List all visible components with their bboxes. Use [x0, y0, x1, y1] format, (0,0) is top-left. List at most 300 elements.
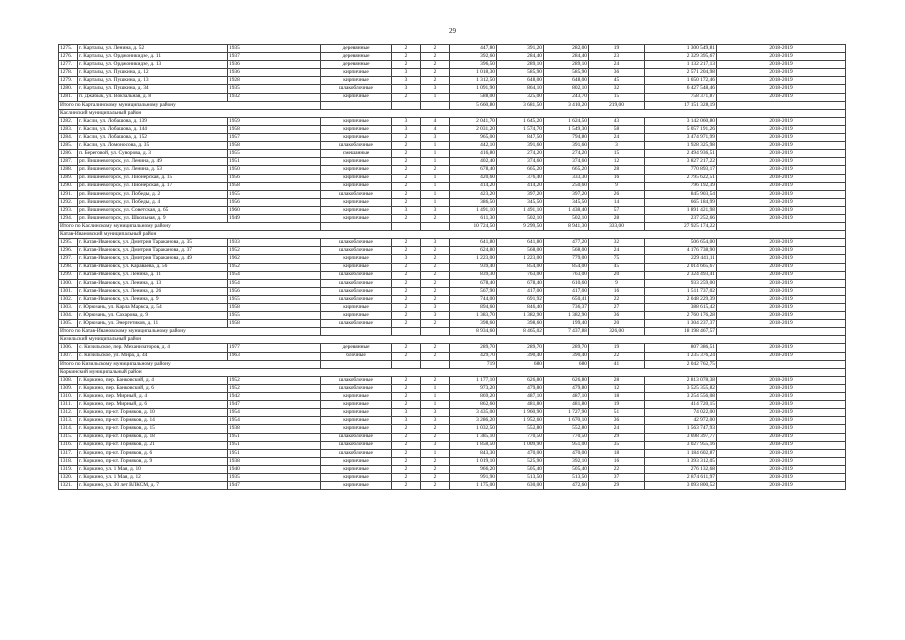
table-cell: 1938	[228, 457, 321, 465]
table-cell: 18	[589, 449, 645, 457]
table-cell: 3 027 955,16	[645, 441, 717, 449]
table-cell: 1938	[228, 425, 321, 433]
table-cell: 1937	[228, 53, 321, 61]
table-cell: 447,80	[450, 45, 497, 53]
table-row	[59, 271, 846, 279]
table-row	[59, 61, 846, 69]
table-cell: 1 009,90	[497, 441, 544, 449]
table-cell: 1	[421, 150, 450, 158]
table-cell: 2 571 204,98	[645, 69, 717, 77]
table-cell: 1292.	[59, 198, 78, 206]
table-cell: г. Карталы, ул. Орджоникидзе, д. 11	[78, 53, 228, 61]
table-cell: 289,70	[497, 344, 544, 352]
table-row	[59, 45, 846, 53]
table-cell: г. Коркино, пер. Банковский, д. 6	[78, 384, 228, 392]
table-cell: 2018-2019	[717, 125, 846, 133]
table-cell: 22	[589, 352, 645, 360]
table-cell: 2018-2019	[717, 433, 846, 441]
table-cell: 568,00	[544, 247, 589, 255]
table-cell: 3	[421, 417, 450, 425]
table-cell: 237 252,66	[645, 214, 717, 222]
table-row	[59, 295, 846, 303]
empty-cell	[392, 101, 421, 109]
table-cell: 2018-2019	[717, 117, 846, 125]
table-cell: 1282.	[59, 117, 78, 125]
table-cell: г. Коркино, пр-кт. Горняков, д. 14	[78, 417, 228, 425]
table-cell: 2	[392, 320, 421, 328]
table-cell: 552,80	[497, 425, 544, 433]
total-cell: 8 465,02	[497, 328, 544, 336]
table-cell: 3 093 800,52	[645, 482, 717, 490]
table-cell: 2	[421, 271, 450, 279]
table-cell: 2	[421, 45, 450, 53]
table-cell: 2018-2019	[717, 214, 846, 222]
district-total-row	[59, 101, 846, 109]
table-cell: 22	[589, 295, 645, 303]
table-cell: 1284.	[59, 134, 78, 142]
table-cell: 1 383,70	[450, 312, 497, 320]
table-cell: 18	[589, 393, 645, 401]
table-row	[59, 482, 846, 490]
empty-cell	[321, 360, 392, 368]
table-cell: 1 858,50	[450, 441, 497, 449]
table-cell: 1936	[228, 69, 321, 77]
table-cell: 2	[392, 239, 421, 247]
table-row	[59, 93, 846, 101]
table-cell: 1 019,10	[450, 457, 497, 465]
table-cell: 1303.	[59, 304, 78, 312]
table-cell: 2	[421, 77, 450, 85]
table-cell: 894,60	[450, 304, 497, 312]
table-cell: 2	[392, 457, 421, 465]
table-cell: 2 795 622,51	[645, 174, 717, 182]
table-cell: 2018-2019	[717, 320, 846, 328]
table-cell: 506 654,00	[645, 239, 717, 247]
table-cell: 3	[421, 239, 450, 247]
table-cell: 2018-2019	[717, 304, 846, 312]
total-label: Итого по Кизильскому муниципальному району	[59, 360, 321, 368]
table-cell: 2 813 078,38	[645, 376, 717, 384]
table-cell: 1279.	[59, 77, 78, 85]
table-cell: 16	[589, 174, 645, 182]
table-cell: 282,00	[544, 45, 589, 53]
table-cell: 1299.	[59, 271, 78, 279]
table-cell: 585,90	[497, 69, 544, 77]
table-cell: 345,50	[544, 198, 589, 206]
table-cell: 487,10	[544, 393, 589, 401]
table-cell: шлакоблочные	[321, 190, 392, 198]
table-cell: 2	[392, 158, 421, 166]
table-cell: 2	[421, 352, 450, 360]
table-cell: 2	[392, 304, 421, 312]
table-cell: 1	[421, 182, 450, 190]
table-row	[59, 190, 846, 198]
table-cell: 1 175,00	[450, 482, 497, 490]
table-cell: 2018-2019	[717, 45, 846, 53]
table-cell: 3	[589, 142, 645, 150]
table-cell: 42 972,00	[645, 417, 717, 425]
table-cell: 374,60	[497, 158, 544, 166]
table-cell: 796 192,39	[645, 182, 717, 190]
table-cell: 611,30	[450, 214, 497, 222]
table-cell: 416,80	[450, 150, 497, 158]
table-cell: 2	[421, 69, 450, 77]
total-cell: 680	[497, 360, 544, 368]
table-cell: 1 312,50	[450, 77, 497, 85]
table-cell: 1951	[228, 158, 321, 166]
table-cell: 1954	[228, 409, 321, 417]
table-cell: 19	[589, 45, 645, 53]
total-cell: 18 198 467,57	[645, 328, 717, 336]
total-cell: 8 934,60	[450, 328, 497, 336]
table-cell: 2	[392, 352, 421, 360]
table-cell: 869,20	[450, 393, 497, 401]
table-cell: 2018-2019	[717, 182, 846, 190]
empty-cell	[421, 328, 450, 336]
table-cell: 843,30	[450, 449, 497, 457]
table-cell: 1313.	[59, 417, 78, 425]
table-cell: 648,00	[497, 77, 544, 85]
table-cell: 429,70	[450, 352, 497, 360]
table-cell: 284,40	[497, 53, 544, 61]
table-cell: 1 304 237,37	[645, 320, 717, 328]
table-cell: 3 254 556,08	[645, 393, 717, 401]
total-cell: 3 681,50	[497, 101, 544, 109]
district-header-row	[59, 368, 846, 376]
total-cell: 27 925 174,22	[645, 223, 717, 231]
table-cell: 2018-2019	[717, 279, 846, 287]
table-cell: смешанные	[321, 150, 392, 158]
table-cell: шлакоблочные	[321, 441, 392, 449]
table-cell: 1956	[228, 198, 321, 206]
table-cell: 1	[421, 401, 450, 409]
table-cell: шлакоблочные	[321, 376, 392, 384]
table-cell: 1 132 217,13	[645, 61, 717, 69]
table-cell: 1321.	[59, 482, 78, 490]
table-cell: кирпичные	[321, 473, 392, 481]
table-cell: 2	[421, 279, 450, 287]
table-cell: 1960	[228, 206, 321, 214]
table-cell: 3	[392, 409, 421, 417]
district-name: Каслинский муниципальный район	[59, 109, 846, 117]
table-cell: 479,80	[544, 384, 589, 392]
table-cell: 1309.	[59, 384, 78, 392]
empty-cell	[421, 360, 450, 368]
table-cell: 1942	[228, 393, 321, 401]
table-cell: 1 382,90	[497, 312, 544, 320]
table-cell: 374,60	[544, 158, 589, 166]
table-cell: 846,40	[497, 304, 544, 312]
table-cell: рп. Вишневогорск, ул. Пионерская, д. 15	[78, 174, 228, 182]
table-cell: кирпичные	[321, 206, 392, 214]
table-cell: 610,60	[544, 279, 589, 287]
district-header-row	[59, 231, 846, 239]
table-cell: кирпичные	[321, 214, 392, 222]
table-cell: 1952	[228, 263, 321, 271]
table-cell: 390,40	[497, 352, 544, 360]
table-cell: 2	[421, 166, 450, 174]
table-cell: 1286.	[59, 150, 78, 158]
total-cell: 7 437,88	[544, 328, 589, 336]
table-cell: 770 893,17	[645, 166, 717, 174]
table-cell: шлакоблочные	[321, 247, 392, 255]
table-cell: 1308.	[59, 376, 78, 384]
table-cell: 505,40	[544, 465, 589, 473]
table-cell: г. Коркино, пер. Мирный, д. 4	[78, 393, 228, 401]
table-cell: 1 727,90	[544, 409, 589, 417]
table-cell: 513,50	[497, 473, 544, 481]
table-cell: 2018-2019	[717, 93, 846, 101]
table-cell: 1958	[228, 125, 321, 133]
table-cell: 481,80	[544, 401, 589, 409]
table-cell: 396,50	[450, 61, 497, 69]
table-cell: шлакоблочные	[321, 433, 392, 441]
table-cell: 2018-2019	[717, 401, 846, 409]
table-cell: 2018-2019	[717, 449, 846, 457]
table-row	[59, 214, 846, 222]
table-cell: 1 385,10	[450, 433, 497, 441]
table-cell: 2	[392, 482, 421, 490]
table-cell: 1285.	[59, 142, 78, 150]
table-cell: кирпичные	[321, 255, 392, 263]
table-cell: 19	[589, 344, 645, 352]
table-cell: блочные	[321, 352, 392, 360]
table-cell: рп. Вишневогорск, ул. Ленина, д. 49	[78, 158, 228, 166]
table-cell: 2018-2019	[717, 77, 846, 85]
table-cell: 15	[589, 150, 645, 158]
total-cell: 680	[544, 360, 589, 368]
table-cell: 414,20	[497, 182, 544, 190]
table-cell: 2	[392, 465, 421, 473]
table-cell: 641,80	[450, 239, 497, 247]
table-cell: 502,10	[497, 214, 544, 222]
table-cell: рп. Вишневогорск, ул. Победы, д. 4	[78, 198, 228, 206]
table-cell: 12	[589, 158, 645, 166]
table-cell: 19	[589, 401, 645, 409]
table-cell: 2	[392, 344, 421, 352]
table-cell: 1955	[228, 312, 321, 320]
table-cell: 420,60	[450, 174, 497, 182]
table-cell: 933 259,00	[645, 279, 717, 287]
table-cell: 3	[421, 134, 450, 142]
table-cell: шлакоблочные	[321, 142, 392, 150]
table-cell: 479,80	[497, 384, 544, 392]
empty-cell	[717, 101, 846, 109]
table-cell: 3	[392, 77, 421, 85]
table-cell: 1311.	[59, 401, 78, 409]
table-cell: 5 057 191,26	[645, 125, 717, 133]
table-cell: кирпичные	[321, 263, 392, 271]
table-cell: с. Кизильское, пер. Механизаторов, д. 4	[78, 344, 228, 352]
table-cell: 1958	[228, 142, 321, 150]
table-cell: 1	[421, 93, 450, 101]
table-cell: 3	[392, 125, 421, 133]
table-cell: 1955	[228, 190, 321, 198]
table-cell: 1955	[228, 295, 321, 303]
table-cell: 2018-2019	[717, 295, 846, 303]
table-cell: 1320.	[59, 473, 78, 481]
table-cell: 1 670,10	[544, 417, 589, 425]
table-row	[59, 409, 846, 417]
table-cell: 1296.	[59, 247, 78, 255]
table-cell: 1959	[228, 117, 321, 125]
table-row	[59, 198, 846, 206]
table-cell: 864,10	[497, 85, 544, 93]
table-cell: 376,40	[497, 174, 544, 182]
table-cell: 839,30	[450, 271, 497, 279]
table-cell: 2 014 665,67	[645, 263, 717, 271]
table-cell: 1304.	[59, 312, 78, 320]
table-cell: 2018-2019	[717, 158, 846, 166]
table-cell: 1 624,50	[544, 117, 589, 125]
table-cell: шлакоблочные	[321, 85, 392, 93]
table-cell: 36	[589, 417, 645, 425]
table-cell: кирпичные	[321, 77, 392, 85]
district-name: Катав-Ивановский муниципальный район	[59, 231, 846, 239]
table-cell: 1 549,30	[544, 125, 589, 133]
total-cell: 41	[589, 360, 645, 368]
table-cell: 2 324 493,41	[645, 271, 717, 279]
table-cell: 736,37	[544, 304, 589, 312]
table-cell: 1	[421, 142, 450, 150]
table-cell: 2	[392, 190, 421, 198]
table-cell: 29	[589, 482, 645, 490]
table-cell: 1951	[228, 433, 321, 441]
table-cell: 744,00	[450, 295, 497, 303]
table-cell: 2018-2019	[717, 287, 846, 295]
table-cell: кирпичные	[321, 304, 392, 312]
table-cell: 568,00	[497, 247, 544, 255]
table-cell: 626,80	[497, 376, 544, 384]
table-cell: 2	[421, 214, 450, 222]
table-cell: рп. Вишневогорск, ул. Советская, д. 65	[78, 206, 228, 214]
table-cell: 1316.	[59, 441, 78, 449]
table-cell: 1	[421, 174, 450, 182]
table-cell: 2	[392, 263, 421, 271]
table-cell: 24	[589, 134, 645, 142]
table-cell: 414 720,15	[645, 401, 717, 409]
table-cell: 1954	[228, 417, 321, 425]
table-cell: 1	[421, 384, 450, 392]
table-cell: 1 382,90	[544, 312, 589, 320]
table-cell: 2	[421, 61, 450, 69]
table-cell: 2	[421, 247, 450, 255]
table-cell: 1935	[228, 45, 321, 53]
table-cell: шлакоблочные	[321, 384, 392, 392]
table-cell: 991,90	[450, 473, 497, 481]
table-cell: 1977	[228, 344, 321, 352]
table-cell: 1947	[228, 482, 321, 490]
table-row	[59, 255, 846, 263]
table-row	[59, 182, 846, 190]
table-cell: 678,40	[497, 279, 544, 287]
table-cell: 423,20	[450, 190, 497, 198]
table-cell: 2	[392, 134, 421, 142]
table-cell: 2018-2019	[717, 457, 846, 465]
table-cell: 1958	[228, 182, 321, 190]
table-cell: 2	[421, 433, 450, 441]
table-cell: г. Катав-Ивановск, ул. Дмитрия Тараканова, д. 35	[78, 239, 228, 247]
empty-cell	[392, 360, 421, 368]
table-cell: 973,20	[450, 384, 497, 392]
table-cell: 1300.	[59, 279, 78, 287]
table-cell: 1951	[228, 441, 321, 449]
table-cell: кирпичные	[321, 417, 392, 425]
table-row	[59, 465, 846, 473]
table-cell: 2	[421, 457, 450, 465]
table-cell: 58	[589, 125, 645, 133]
table-cell: 2	[421, 473, 450, 481]
table-cell: 1957	[228, 134, 321, 142]
table-cell: 758 371,87	[645, 93, 717, 101]
table-cell: 2018-2019	[717, 376, 846, 384]
table-cell: 2018-2019	[717, 393, 846, 401]
table-cell: 2018-2019	[717, 441, 846, 449]
table-cell: 2018-2019	[717, 190, 846, 198]
table-cell: кирпичные	[321, 457, 392, 465]
table-cell: 1306.	[59, 344, 78, 352]
table-cell: шлакоблочные	[321, 279, 392, 287]
table-cell: 2	[392, 174, 421, 182]
table-cell: кирпичные	[321, 158, 392, 166]
table-cell: 3	[392, 69, 421, 77]
table-cell: 624,80	[450, 247, 497, 255]
table-cell: 1	[421, 158, 450, 166]
table-cell: г. Коркино, ул. 1 Мая, д. 10	[78, 465, 228, 473]
table-row	[59, 174, 846, 182]
table-cell: 414,20	[450, 182, 497, 190]
table-cell: 2	[392, 433, 421, 441]
table-cell: 15	[589, 93, 645, 101]
table-cell: 2018-2019	[717, 312, 846, 320]
table-cell: 1277.	[59, 61, 78, 69]
table-cell: 513,50	[544, 473, 589, 481]
table-cell: 16	[589, 457, 645, 465]
table-cell: 2018-2019	[717, 53, 846, 61]
table-cell: 57	[589, 206, 645, 214]
table-cell: 1 177,10	[450, 376, 497, 384]
table-cell: г. Катав-Ивановск, ул. Дмитрия Тараканова, д. 49	[78, 255, 228, 263]
table-cell: шлакоблочные	[321, 449, 392, 457]
table-cell: 2	[392, 441, 421, 449]
table-cell: 1 491,10	[497, 206, 544, 214]
table-cell: 630,00	[497, 482, 544, 490]
table-cell: 442,10	[450, 142, 497, 150]
table-cell: 470,00	[497, 449, 544, 457]
table-cell: 2018-2019	[717, 473, 846, 481]
table-cell: 1 563 747,93	[645, 425, 717, 433]
table-row	[59, 239, 846, 247]
table-cell: 1307.	[59, 352, 78, 360]
table-cell: 1955	[228, 150, 321, 158]
table-cell: 1291.	[59, 190, 78, 198]
table-row	[59, 417, 846, 425]
empty-cell	[421, 101, 450, 109]
table-cell: 14	[589, 198, 645, 206]
total-cell: 10 724,50	[450, 223, 497, 231]
table-cell: 502,10	[544, 214, 589, 222]
table-cell: 28	[589, 166, 645, 174]
table-cell: 35	[589, 441, 645, 449]
table-row	[59, 441, 846, 449]
table-cell: 2	[421, 320, 450, 328]
table-cell: 1276.	[59, 53, 78, 61]
table-row	[59, 77, 846, 85]
table-cell: кирпичные	[321, 174, 392, 182]
table-cell: г. Коркино, пр-кт. Горняков, д. 10	[78, 409, 228, 417]
table-cell: 1932	[228, 93, 321, 101]
table-cell: кирпичные	[321, 425, 392, 433]
